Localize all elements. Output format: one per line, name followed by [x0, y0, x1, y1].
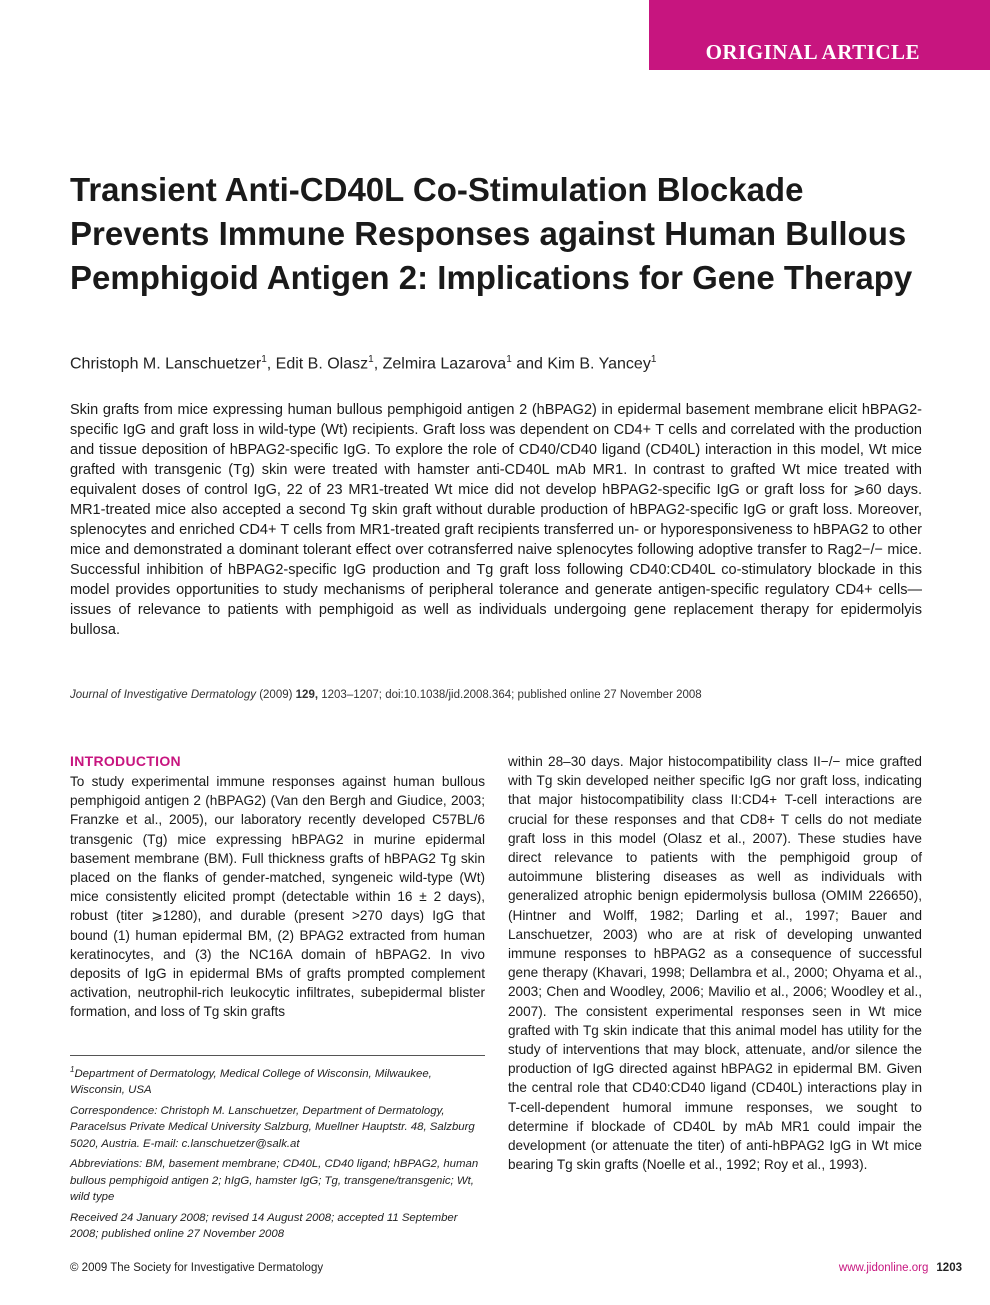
author-affiliation-mark: 1 — [261, 354, 267, 365]
citation-year: (2009) — [256, 689, 296, 701]
author-separator: , — [373, 355, 383, 373]
footnote-affiliation-text: Department of Dermatology, Medical College of Wisconsin, Milwaukee, Wisconsin, USA — [70, 1067, 432, 1097]
body-column-right — [508, 752, 922, 1174]
citation-line — [70, 687, 930, 703]
page-footer — [70, 1258, 962, 1278]
footer-copyright: © 2009 The Society for Investigative Dermatology — [70, 1262, 324, 1274]
author-list — [70, 348, 930, 376]
introduction-paragraph-right: within 28–30 days. Major histocompatibility class II−/− mice grafted with Tg skin developed neither specific IgG nor graft loss, indicating that major histocompatibility class II:CD4+ T-cell interactions are crucial for these responses and that CD8+ T cells do not mediate graft loss in this model (Olasz et al., 2007). These studies have direct relevance to patients with the pemphigoid group of autoimmune blistering diseases as well as individuals with generalized atrophic benign epidermolysis bullosa (OMIM 226650), (Hintner and Wolff, 1982; Darling et al., 1997; Bauer and Lanschuetzer, 2003) who are at risk of developing unwanted immune responses to hBPAG2 as a consequence of successful gene therapy (Khavari, 1998; Dellambra et al., 2000; Ohyama et al., 2003; Chen and Woodley, 2006; Mavilio et al., 2006; Woodley et al., 2007). The consistent experimental responses seen in Wt mice grafted with Tg skin indicate that this animal model has utility for the study of interventions that may block, attenuate, and/or silence the production of IgG directed against hBPAG2 in epidermal BM. Given the central role that CD40:CD40 ligand (CD40L) interactions play in T-cell-dependent humoral immune responses, we sought to determine if blockade of CD40L by mAb MR1 could impair the development (or attenuate the titer) of anti-hBPAG2 IgG in Wt mice bearing Tg skin grafts (Noelle et al., 1992; Roy et al., 1993). — [508, 754, 922, 1173]
footnote-correspondence: Correspondence: Christoph M. Lanschuetzer, Department of Dermatology, Paracelsus Private Medical University Salzburg, Muellner Hauptstr. 48, Salzburg 5020, Austria. E-mail: c.lanschuetzer@salk.at — [70, 1104, 475, 1150]
footer-right — [839, 1258, 962, 1278]
citation-journal: Journal of Investigative Dermatology — [70, 689, 257, 701]
footnote-affiliation-mark: 1 — [70, 1065, 75, 1074]
author-name: Zelmira Lazarova — [382, 355, 507, 373]
author-affiliation-mark: 1 — [650, 354, 657, 365]
footnote-abbreviations: Abbreviations: BM, basement membrane; CD40L, CD40 ligand; hBPAG2, human bullous pemphigoid antigen 2; hIgG, hamster IgG; Tg, transgene/transgenic; Wt, wild type — [70, 1158, 479, 1204]
citation-details: 1203–1207; doi:10.1038/jid.2008.364; published online 27 November 2008 — [318, 689, 702, 701]
author-separator: and — [511, 355, 548, 373]
author-name: Christoph M. Lanschuetzer — [70, 355, 262, 373]
footnote-affiliation — [70, 1062, 485, 1099]
article-title: Transient Anti-CD40L Co-Stimulation Blockade Prevents Immune Responses against Human Bullous Pemphigoid Antigen 2: Implications for Gene Therapy — [70, 171, 913, 296]
author-name: Edit B. Olasz — [275, 355, 369, 373]
author-name: Kim B. Yancey — [547, 355, 651, 373]
introduction-paragraph-left: To study experimental immune responses against human bullous pemphigoid antigen 2 (hBPAG2) (Van den Bergh and Giudice, 2003; Franzke et al., 2005), our laboratory recently developed C57BL/6 transgenic (Tg) mice expressing hBPAG2 in murine epidermal basement membrane (BM). Full thickness grafts of hBPAG2 Tg skin placed on the flanks of gender-matched, syngeneic wild-type (Wt) mice consistently elicited prompt (detectable within 16 ± 2 days), robust (titer ⩾1280), and durable (present >270 days) IgG that bound (1) human epidermal BM, (2) BPAG2 extracted from human keratinocytes, and (3) the NC16A domain of hBPAG2. In vivo deposits of IgG in epidermal BMs of grafts prompted complement activation, neutrophil-rich leukocytic infiltrates, subepidermal blister formation, and loss of Tg skin grafts — [70, 774, 485, 1020]
abstract: Skin grafts from mice expressing human bullous pemphigoid antigen 2 (hBPAG2) in epidermal basement membrane elicit hBPAG2-specific IgG and graft loss in wild-type (Wt) recipients. Graft loss was dependent on CD4+ T cells and correlated with the production and tissue deposition of hBPAG2-specific IgG. To explore the role of CD40/CD40 ligand (CD40L) interaction in this model, Wt mice grafted with transgenic (Tg) skin were treated with hamster anti-CD40L mAb MR1. In contrast to grafted Wt mice treated with equivalent doses of control IgG, 22 of 23 MR1-treated Wt mice did not develop hBPAG2-specific IgG or graft loss for ⩾60 days. MR1-treated mice also accepted a second Tg skin graft without durable production of hBPAG2-specific IgG or graft loss. Moreover, splenocytes and enriched CD4+ T cells from MR1-treated graft recipients transferred un- or hyporesponsiveness to hBPAG2 to other mice and demonstrated a dominant tolerant effect over cotransferred naive splenocytes following adoptive transfer to Rag2−/− mice. Successful inhibition of hBPAG2-specific IgG production and Tg graft loss following CD40:CD40L co-stimulatory blockade in this model provides opportunities to study mechanisms of peripheral tolerance and generate antigen-specific regulatory CD4+ cells—issues of relevance to patients with pemphigoid as well as individuals undergoing gene replacement therapy for epidermolyis bullosa. — [70, 402, 922, 638]
body-column-left — [70, 752, 485, 1022]
article-type-label: ORIGINAL ARTICLE — [705, 40, 920, 64]
article-type-banner — [649, 0, 990, 70]
citation-volume: 129, — [295, 689, 319, 701]
journal-website-link[interactable]: www.jidonline.org — [838, 1262, 929, 1274]
section-heading-introduction: INTRODUCTION — [70, 753, 181, 769]
author-affiliation-mark: 1 — [368, 354, 374, 365]
author-affiliation-mark: 1 — [506, 354, 512, 365]
footnotes — [70, 1055, 485, 1247]
author-separator: , — [266, 355, 276, 373]
footnote-received: Received 24 January 2008; revised 14 August 2008; accepted 11 September 2008; published online 27 November 2008 — [70, 1211, 458, 1241]
page-number: 1203 — [936, 1262, 962, 1274]
